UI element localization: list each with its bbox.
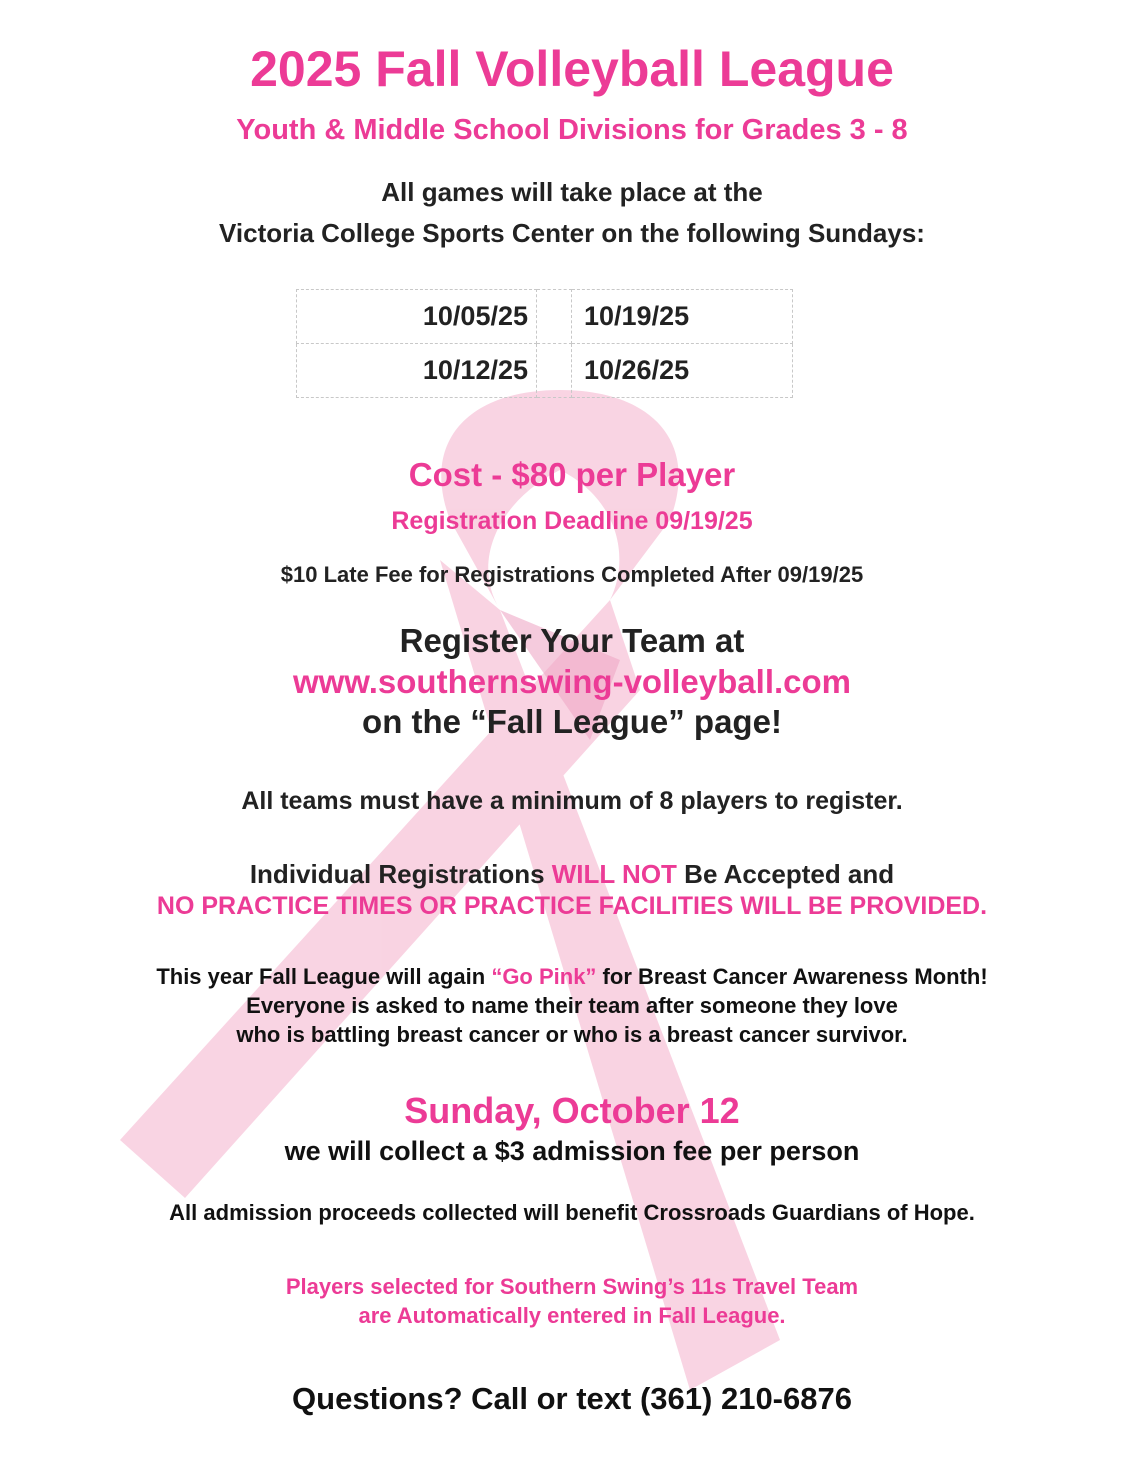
individual-text-a: Individual Registrations (249, 859, 552, 889)
individual-text-c: Be Accepted and (676, 859, 895, 889)
go-pink-text-c: for Breast Cancer Awareness Month! (596, 964, 988, 989)
travel-team-line-1: Players selected for Southern Swing’s 11s Travel Team (285, 1274, 859, 1299)
date-cell: 10/12/25 (297, 344, 537, 398)
date-gap (537, 344, 572, 398)
go-pink-text-a: This year Fall League will again (156, 964, 492, 989)
registration-deadline: Registration Deadline 09/19/25 (391, 507, 753, 535)
contact-questions: Questions? Call or text (361) 210-6876 (292, 1381, 852, 1416)
register-url-link[interactable]: www.southernswing-volleyball.com (292, 663, 852, 700)
date-cell: 10/19/25 (572, 290, 793, 344)
go-pink-line-2: Everyone is asked to name their team after someone they love (246, 993, 898, 1018)
dates-row (297, 344, 793, 398)
proceeds-note: All admission proceeds collected will benefit Crossroads Guardians of Hope. (169, 1200, 975, 1225)
venue-line-2: Victoria College Sports Center on the following Sundays: (219, 218, 925, 248)
late-fee: $10 Late Fee for Registrations Completed After 09/19/25 (280, 562, 864, 587)
date-cell: 10/26/25 (572, 344, 793, 398)
event-date: Sunday, October 12 (404, 1090, 740, 1131)
minimum-players-note: All teams must have a minimum of 8 players to register. (241, 787, 903, 815)
page-title: 2025 Fall Volleyball League (250, 41, 894, 97)
dates-table (296, 289, 793, 398)
go-pink-text-b: “Go Pink” (491, 964, 597, 989)
travel-team-line-2: are Automatically entered in Fall League. (358, 1303, 786, 1328)
cost-price: Cost - $80 per Player (408, 456, 736, 493)
go-pink-line-3: who is battling breast cancer or who is a breast cancer survivor. (236, 1022, 908, 1047)
date-gap (537, 290, 572, 344)
venue-line-1: All games will take place at the (381, 177, 763, 207)
date-cell: 10/05/25 (297, 290, 537, 344)
individual-text-b: WILL NOT (551, 859, 677, 889)
admission-fee: we will collect a $3 admission fee per person (284, 1136, 860, 1166)
no-practice-note: NO PRACTICE TIMES OR PRACTICE FACILITIES WILL BE PROVIDED. (156, 892, 988, 920)
dates-row (297, 290, 793, 344)
go-pink-line-1 (0, 964, 1144, 990)
individual-registrations-note (0, 859, 1144, 890)
register-line-3: on the “Fall League” page! (362, 703, 782, 740)
subtitle: Youth & Middle School Divisions for Grades 3 - 8 (236, 114, 908, 146)
register-line-1: Register Your Team at (399, 622, 745, 659)
